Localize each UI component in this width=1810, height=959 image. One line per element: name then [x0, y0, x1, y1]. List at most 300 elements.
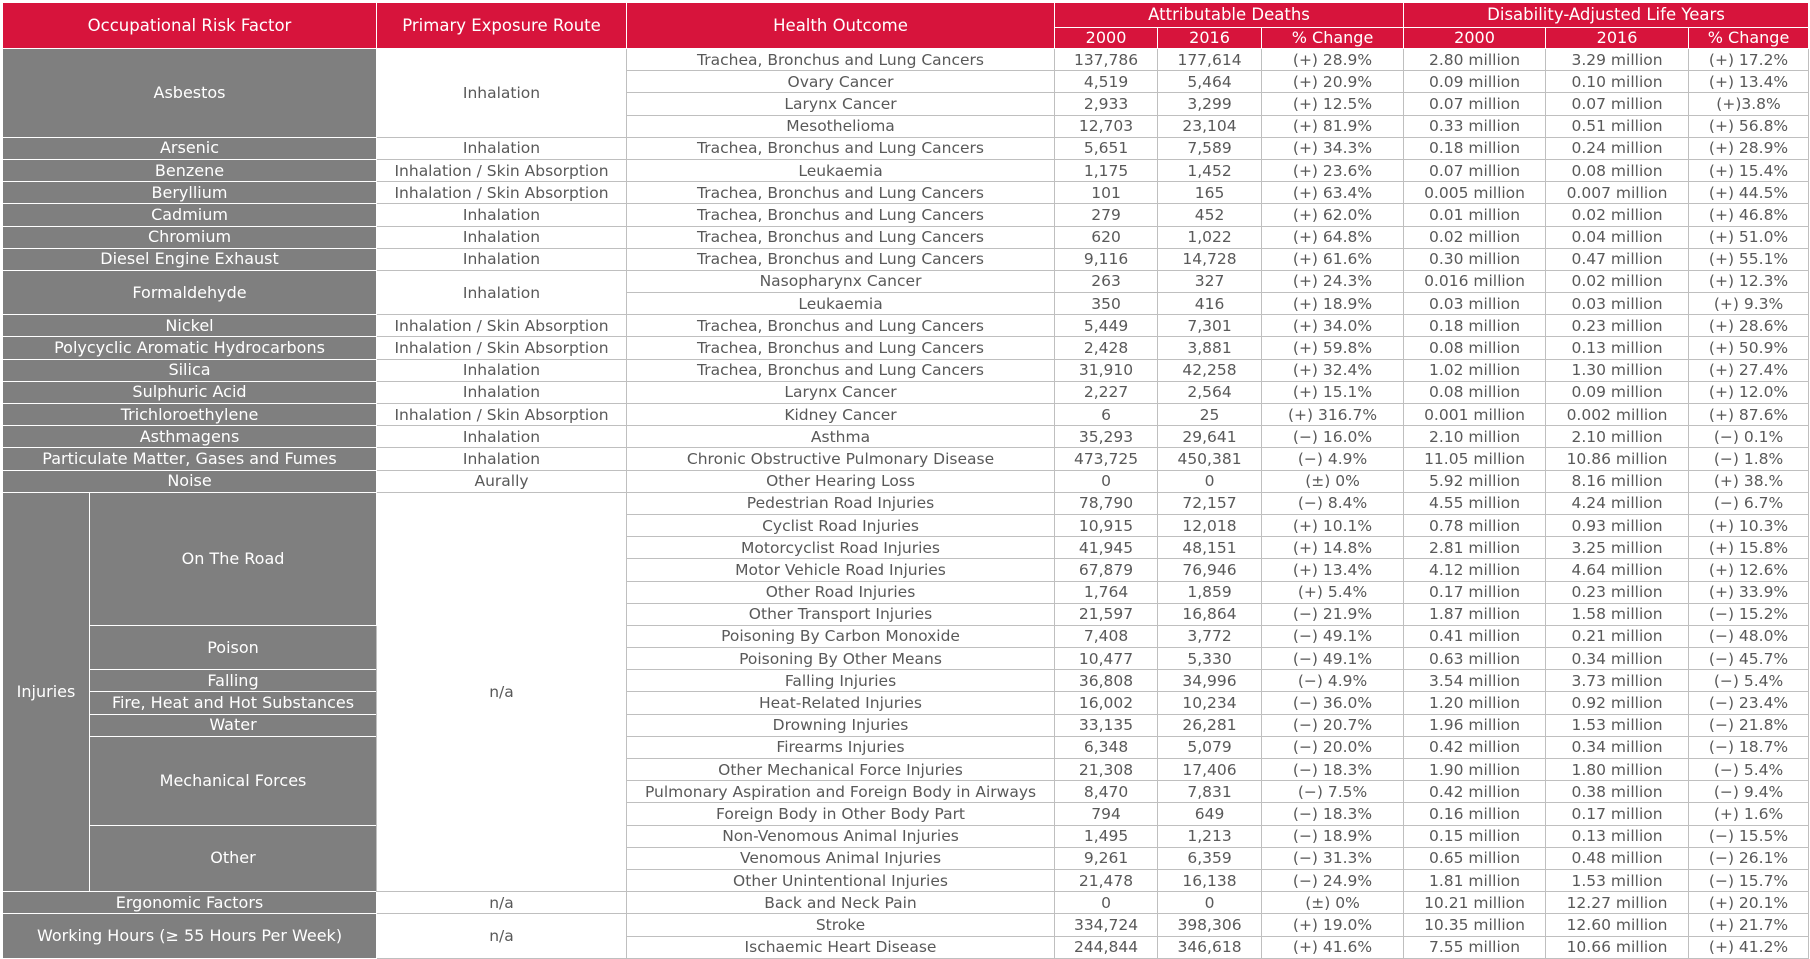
table-row — [3, 892, 1809, 914]
daly-2000-cell: 0.07 million — [1404, 159, 1546, 181]
daly-2016-cell: 0.002 million — [1546, 404, 1689, 426]
exposure-route-cell: Inhalation — [377, 49, 627, 138]
deaths-change-cell: (+) 32.4% — [1262, 359, 1404, 381]
daly-2016-cell: 3.73 million — [1546, 670, 1689, 692]
deaths-2000-cell: 1,495 — [1055, 825, 1158, 847]
daly-2000-cell: 2.80 million — [1404, 49, 1546, 71]
occupational-risk-table — [2, 2, 1809, 959]
table-row — [3, 670, 1809, 692]
deaths-change-cell: (+) 24.3% — [1262, 270, 1404, 292]
health-outcome-cell: Pedestrian Road Injuries — [627, 492, 1055, 514]
daly-2000-cell: 1.96 million — [1404, 714, 1546, 736]
daly-change-cell: (−) 26.1% — [1689, 847, 1809, 869]
health-outcome-cell: Other Mechanical Force Injuries — [627, 759, 1055, 781]
deaths-change-cell: (−) 18.3% — [1262, 759, 1404, 781]
health-outcome-cell: Leukaemia — [627, 159, 1055, 181]
daly-2000-cell: 0.17 million — [1404, 581, 1546, 603]
daly-2016-cell: 0.17 million — [1546, 803, 1689, 825]
table-row — [3, 426, 1809, 448]
daly-2000-cell: 1.81 million — [1404, 869, 1546, 891]
daly-change-cell: (+) 15.8% — [1689, 537, 1809, 559]
deaths-2000-cell: 4,519 — [1055, 71, 1158, 93]
daly-2016-cell: 8.16 million — [1546, 470, 1689, 492]
health-outcome-cell: Trachea, Bronchus and Lung Cancers — [627, 337, 1055, 359]
risk-table-container — [2, 2, 1808, 957]
deaths-2000-cell: 10,477 — [1055, 648, 1158, 670]
daly-change-cell: (+) 41.2% — [1689, 936, 1809, 958]
deaths-2000-cell: 21,308 — [1055, 759, 1158, 781]
deaths-2000-cell: 67,879 — [1055, 559, 1158, 581]
deaths-2000-cell: 279 — [1055, 204, 1158, 226]
deaths-2000-cell: 1,764 — [1055, 581, 1158, 603]
daly-change-cell: (+) 15.4% — [1689, 159, 1809, 181]
daly-change-cell: (−) 1.8% — [1689, 448, 1809, 470]
daly-2000-cell: 4.12 million — [1404, 559, 1546, 581]
daly-2016-cell: 0.08 million — [1546, 159, 1689, 181]
deaths-change-cell: (−) 24.9% — [1262, 869, 1404, 891]
table-row — [3, 159, 1809, 181]
table-row — [3, 825, 1809, 847]
exposure-route-cell: Inhalation — [377, 248, 627, 270]
risk-factor-cell: Cadmium — [3, 204, 377, 226]
risk-factor-cell: Chromium — [3, 226, 377, 248]
daly-change-cell: (−) 45.7% — [1689, 648, 1809, 670]
deaths-2016-cell: 3,772 — [1158, 625, 1262, 647]
daly-change-cell: (+) 50.9% — [1689, 337, 1809, 359]
deaths-2016-cell: 3,299 — [1158, 93, 1262, 115]
deaths-2000-cell: 41,945 — [1055, 537, 1158, 559]
daly-change-cell: (+) 13.4% — [1689, 71, 1809, 93]
daly-change-cell: (+) 12.0% — [1689, 381, 1809, 403]
daly-2016-cell: 0.02 million — [1546, 270, 1689, 292]
deaths-change-cell: (+) 20.9% — [1262, 71, 1404, 93]
daly-2016-cell: 1.53 million — [1546, 869, 1689, 891]
deaths-2016-cell: 2,564 — [1158, 381, 1262, 403]
deaths-2016-cell: 34,996 — [1158, 670, 1262, 692]
daly-change-cell: (+) 44.5% — [1689, 182, 1809, 204]
health-outcome-cell: Other Transport Injuries — [627, 603, 1055, 625]
daly-2000-cell: 0.18 million — [1404, 315, 1546, 337]
table-row — [3, 736, 1809, 758]
daly-2000-cell: 0.016 million — [1404, 270, 1546, 292]
daly-change-cell: (+) 28.9% — [1689, 137, 1809, 159]
daly-2016-cell: 0.24 million — [1546, 137, 1689, 159]
deaths-change-cell: (+) 14.8% — [1262, 537, 1404, 559]
daly-2016-cell: 0.13 million — [1546, 337, 1689, 359]
daly-2000-cell: 0.09 million — [1404, 71, 1546, 93]
health-outcome-cell: Trachea, Bronchus and Lung Cancers — [627, 248, 1055, 270]
risk-factor-cell: Noise — [3, 470, 377, 492]
daly-2000-cell: 2.81 million — [1404, 537, 1546, 559]
daly-2000-cell: 5.92 million — [1404, 470, 1546, 492]
exposure-route-cell: Inhalation / Skin Absorption — [377, 182, 627, 204]
daly-2000-cell: 0.65 million — [1404, 847, 1546, 869]
table-row — [3, 448, 1809, 470]
deaths-2016-cell: 25 — [1158, 404, 1262, 426]
daly-2016-cell: 0.48 million — [1546, 847, 1689, 869]
deaths-change-cell: (+) 34.3% — [1262, 137, 1404, 159]
daly-2016-cell: 0.92 million — [1546, 692, 1689, 714]
deaths-2016-cell: 0 — [1158, 470, 1262, 492]
daly-2000-cell: 0.07 million — [1404, 93, 1546, 115]
exposure-route-cell: Inhalation — [377, 359, 627, 381]
header-deaths-change: % Change — [1262, 28, 1404, 49]
table-row — [3, 137, 1809, 159]
daly-change-cell: (+) 9.3% — [1689, 293, 1809, 315]
health-outcome-cell: Trachea, Bronchus and Lung Cancers — [627, 137, 1055, 159]
daly-change-cell: (+) 51.0% — [1689, 226, 1809, 248]
daly-change-cell: (+)3.8% — [1689, 93, 1809, 115]
deaths-2000-cell: 33,135 — [1055, 714, 1158, 736]
deaths-2000-cell: 9,261 — [1055, 847, 1158, 869]
risk-factor-cell: Asthmagens — [3, 426, 377, 448]
health-outcome-cell: Other Hearing Loss — [627, 470, 1055, 492]
daly-2016-cell: 1.30 million — [1546, 359, 1689, 381]
daly-2016-cell: 3.29 million — [1546, 49, 1689, 71]
deaths-change-cell: (+) 12.5% — [1262, 93, 1404, 115]
injury-subcategory-cell: Mechanical Forces — [90, 736, 377, 825]
risk-factor-cell: Particulate Matter, Gases and Fumes — [3, 448, 377, 470]
risk-factor-cell: Working Hours (≥ 55 Hours Per Week) — [3, 914, 377, 958]
daly-2000-cell: 0.41 million — [1404, 625, 1546, 647]
daly-change-cell: (−) 0.1% — [1689, 426, 1809, 448]
daly-change-cell: (−) 15.5% — [1689, 825, 1809, 847]
deaths-2000-cell: 620 — [1055, 226, 1158, 248]
exposure-route-cell: n/a — [377, 892, 627, 914]
deaths-2016-cell: 5,464 — [1158, 71, 1262, 93]
deaths-2016-cell: 16,138 — [1158, 869, 1262, 891]
daly-2000-cell: 0.42 million — [1404, 736, 1546, 758]
risk-factor-cell: Sulphuric Acid — [3, 381, 377, 403]
health-outcome-cell: Trachea, Bronchus and Lung Cancers — [627, 49, 1055, 71]
deaths-change-cell: (+) 13.4% — [1262, 559, 1404, 581]
daly-2000-cell: 0.005 million — [1404, 182, 1546, 204]
deaths-change-cell: (−) 49.1% — [1262, 625, 1404, 647]
daly-change-cell: (+) 56.8% — [1689, 115, 1809, 137]
deaths-2016-cell: 26,281 — [1158, 714, 1262, 736]
deaths-2016-cell: 1,022 — [1158, 226, 1262, 248]
deaths-2016-cell: 416 — [1158, 293, 1262, 315]
daly-2016-cell: 0.47 million — [1546, 248, 1689, 270]
health-outcome-cell: Mesothelioma — [627, 115, 1055, 137]
risk-factor-cell: Nickel — [3, 315, 377, 337]
daly-2016-cell: 4.24 million — [1546, 492, 1689, 514]
deaths-2016-cell: 48,151 — [1158, 537, 1262, 559]
daly-2000-cell: 3.54 million — [1404, 670, 1546, 692]
deaths-change-cell: (+) 34.0% — [1262, 315, 1404, 337]
deaths-2016-cell: 10,234 — [1158, 692, 1262, 714]
deaths-change-cell: (−) 49.1% — [1262, 648, 1404, 670]
health-outcome-cell: Asthma — [627, 426, 1055, 448]
daly-2000-cell: 0.30 million — [1404, 248, 1546, 270]
deaths-2016-cell: 3,881 — [1158, 337, 1262, 359]
daly-2016-cell: 0.02 million — [1546, 204, 1689, 226]
deaths-2000-cell: 101 — [1055, 182, 1158, 204]
table-row — [3, 359, 1809, 381]
deaths-change-cell: (−) 4.9% — [1262, 448, 1404, 470]
deaths-change-cell: (−) 8.4% — [1262, 492, 1404, 514]
daly-2000-cell: 4.55 million — [1404, 492, 1546, 514]
exposure-route-cell: Inhalation / Skin Absorption — [377, 315, 627, 337]
deaths-2000-cell: 794 — [1055, 803, 1158, 825]
daly-change-cell: (−) 23.4% — [1689, 692, 1809, 714]
deaths-change-cell: (+) 41.6% — [1262, 936, 1404, 958]
daly-2016-cell: 0.10 million — [1546, 71, 1689, 93]
deaths-change-cell: (+) 5.4% — [1262, 581, 1404, 603]
health-outcome-cell: Motorcyclist Road Injuries — [627, 537, 1055, 559]
exposure-route-cell: Aurally — [377, 470, 627, 492]
deaths-2016-cell: 7,589 — [1158, 137, 1262, 159]
daly-2016-cell: 2.10 million — [1546, 426, 1689, 448]
daly-2016-cell: 10.86 million — [1546, 448, 1689, 470]
header-deaths: Attributable Deaths — [1055, 3, 1404, 28]
deaths-2000-cell: 36,808 — [1055, 670, 1158, 692]
table-body — [3, 49, 1809, 959]
table-row — [3, 182, 1809, 204]
daly-2016-cell: 0.09 million — [1546, 381, 1689, 403]
deaths-2016-cell: 6,359 — [1158, 847, 1262, 869]
table-row — [3, 315, 1809, 337]
exposure-route-cell: Inhalation — [377, 226, 627, 248]
deaths-2016-cell: 346,618 — [1158, 936, 1262, 958]
deaths-change-cell: (+) 59.8% — [1262, 337, 1404, 359]
deaths-change-cell: (+) 63.4% — [1262, 182, 1404, 204]
table-row — [3, 470, 1809, 492]
deaths-2000-cell: 0 — [1055, 892, 1158, 914]
daly-change-cell: (+) 1.6% — [1689, 803, 1809, 825]
daly-2016-cell: 0.34 million — [1546, 736, 1689, 758]
daly-2000-cell: 0.08 million — [1404, 381, 1546, 403]
daly-change-cell: (−) 15.2% — [1689, 603, 1809, 625]
daly-2000-cell: 0.63 million — [1404, 648, 1546, 670]
deaths-change-cell: (+) 10.1% — [1262, 514, 1404, 536]
deaths-2000-cell: 16,002 — [1055, 692, 1158, 714]
health-outcome-cell: Nasopharynx Cancer — [627, 270, 1055, 292]
deaths-2000-cell: 5,449 — [1055, 315, 1158, 337]
daly-change-cell: (+) 12.6% — [1689, 559, 1809, 581]
daly-change-cell: (−) 9.4% — [1689, 781, 1809, 803]
health-outcome-cell: Heat-Related Injuries — [627, 692, 1055, 714]
daly-2016-cell: 1.58 million — [1546, 603, 1689, 625]
exposure-route-cell: Inhalation / Skin Absorption — [377, 159, 627, 181]
deaths-2016-cell: 398,306 — [1158, 914, 1262, 936]
risk-factor-cell: Injuries — [3, 492, 90, 891]
injury-subcategory-cell: On The Road — [90, 492, 377, 625]
exposure-route-cell: Inhalation — [377, 381, 627, 403]
daly-2000-cell: 1.02 million — [1404, 359, 1546, 381]
deaths-2016-cell: 23,104 — [1158, 115, 1262, 137]
deaths-2000-cell: 350 — [1055, 293, 1158, 315]
deaths-2000-cell: 2,933 — [1055, 93, 1158, 115]
injury-subcategory-cell: Other — [90, 825, 377, 892]
health-outcome-cell: Trachea, Bronchus and Lung Cancers — [627, 182, 1055, 204]
deaths-2016-cell: 29,641 — [1158, 426, 1262, 448]
daly-change-cell: (+) 28.6% — [1689, 315, 1809, 337]
daly-2000-cell: 0.16 million — [1404, 803, 1546, 825]
table-row — [3, 914, 1809, 936]
deaths-change-cell: (+) 23.6% — [1262, 159, 1404, 181]
daly-2000-cell: 0.02 million — [1404, 226, 1546, 248]
table-row — [3, 492, 1809, 514]
daly-change-cell: (−) 18.7% — [1689, 736, 1809, 758]
health-outcome-cell: Other Road Injuries — [627, 581, 1055, 603]
daly-2016-cell: 0.93 million — [1546, 514, 1689, 536]
risk-factor-cell: Asbestos — [3, 49, 377, 138]
deaths-2000-cell: 78,790 — [1055, 492, 1158, 514]
daly-2016-cell: 1.80 million — [1546, 759, 1689, 781]
deaths-2016-cell: 5,330 — [1158, 648, 1262, 670]
deaths-change-cell: (−) 7.5% — [1262, 781, 1404, 803]
header-route: Primary Exposure Route — [377, 3, 627, 49]
deaths-change-cell: (−) 4.9% — [1262, 670, 1404, 692]
daly-2016-cell: 12.27 million — [1546, 892, 1689, 914]
deaths-2000-cell: 244,844 — [1055, 936, 1158, 958]
daly-change-cell: (+) 55.1% — [1689, 248, 1809, 270]
exposure-route-cell: Inhalation — [377, 204, 627, 226]
exposure-route-cell: n/a — [377, 914, 627, 958]
deaths-change-cell: (−) 18.9% — [1262, 825, 1404, 847]
deaths-2016-cell: 649 — [1158, 803, 1262, 825]
deaths-2016-cell: 327 — [1158, 270, 1262, 292]
deaths-2000-cell: 12,703 — [1055, 115, 1158, 137]
daly-2000-cell: 0.18 million — [1404, 137, 1546, 159]
injury-subcategory-cell: Poison — [90, 625, 377, 669]
deaths-change-cell: (−) 21.9% — [1262, 603, 1404, 625]
health-outcome-cell: Trachea, Bronchus and Lung Cancers — [627, 204, 1055, 226]
table-row — [3, 381, 1809, 403]
injury-subcategory-cell: Fire, Heat and Hot Substances — [90, 692, 377, 714]
daly-change-cell: (+) 87.6% — [1689, 404, 1809, 426]
health-outcome-cell: Larynx Cancer — [627, 381, 1055, 403]
daly-2016-cell: 1.53 million — [1546, 714, 1689, 736]
deaths-2016-cell: 0 — [1158, 892, 1262, 914]
deaths-change-cell: (±) 0% — [1262, 892, 1404, 914]
daly-change-cell: (+) 21.7% — [1689, 914, 1809, 936]
risk-factor-cell: Arsenic — [3, 137, 377, 159]
daly-2016-cell: 0.23 million — [1546, 315, 1689, 337]
daly-2000-cell: 0.33 million — [1404, 115, 1546, 137]
daly-change-cell: (−) 15.7% — [1689, 869, 1809, 891]
deaths-change-cell: (+) 18.9% — [1262, 293, 1404, 315]
health-outcome-cell: Poisoning By Carbon Monoxide — [627, 625, 1055, 647]
table-row — [3, 625, 1809, 647]
injury-subcategory-cell: Falling — [90, 670, 377, 692]
health-outcome-cell: Foreign Body in Other Body Part — [627, 803, 1055, 825]
daly-2000-cell: 0.42 million — [1404, 781, 1546, 803]
injury-subcategory-cell: Water — [90, 714, 377, 736]
deaths-change-cell: (+) 62.0% — [1262, 204, 1404, 226]
deaths-change-cell: (+) 15.1% — [1262, 381, 1404, 403]
deaths-2016-cell: 452 — [1158, 204, 1262, 226]
deaths-2016-cell: 1,213 — [1158, 825, 1262, 847]
daly-2016-cell: 0.51 million — [1546, 115, 1689, 137]
deaths-2000-cell: 2,428 — [1055, 337, 1158, 359]
deaths-2016-cell: 5,079 — [1158, 736, 1262, 758]
health-outcome-cell: Motor Vehicle Road Injuries — [627, 559, 1055, 581]
health-outcome-cell: Venomous Animal Injuries — [627, 847, 1055, 869]
deaths-2000-cell: 31,910 — [1055, 359, 1158, 381]
daly-2016-cell: 0.34 million — [1546, 648, 1689, 670]
health-outcome-cell: Drowning Injuries — [627, 714, 1055, 736]
deaths-change-cell: (±) 0% — [1262, 470, 1404, 492]
health-outcome-cell: Cyclist Road Injuries — [627, 514, 1055, 536]
daly-2016-cell: 0.23 million — [1546, 581, 1689, 603]
header-daly-2016: 2016 — [1546, 28, 1689, 49]
risk-factor-cell: Silica — [3, 359, 377, 381]
deaths-change-cell: (−) 36.0% — [1262, 692, 1404, 714]
daly-change-cell: (−) 5.4% — [1689, 759, 1809, 781]
health-outcome-cell: Stroke — [627, 914, 1055, 936]
table-row — [3, 49, 1809, 71]
deaths-change-cell: (+) 316.7% — [1262, 404, 1404, 426]
deaths-2016-cell: 450,381 — [1158, 448, 1262, 470]
health-outcome-cell: Trachea, Bronchus and Lung Cancers — [627, 315, 1055, 337]
exposure-route-cell: Inhalation — [377, 137, 627, 159]
deaths-change-cell: (+) 64.8% — [1262, 226, 1404, 248]
daly-2016-cell: 0.21 million — [1546, 625, 1689, 647]
daly-2016-cell: 0.007 million — [1546, 182, 1689, 204]
deaths-2016-cell: 7,301 — [1158, 315, 1262, 337]
exposure-route-cell: Inhalation / Skin Absorption — [377, 337, 627, 359]
deaths-2000-cell: 1,175 — [1055, 159, 1158, 181]
deaths-2000-cell: 0 — [1055, 470, 1158, 492]
header-outcome: Health Outcome — [627, 3, 1055, 49]
deaths-2016-cell: 1,452 — [1158, 159, 1262, 181]
daly-change-cell: (+) 38.% — [1689, 470, 1809, 492]
health-outcome-cell: Other Unintentional Injuries — [627, 869, 1055, 891]
deaths-2016-cell: 7,831 — [1158, 781, 1262, 803]
risk-factor-cell: Beryllium — [3, 182, 377, 204]
exposure-route-cell: Inhalation — [377, 270, 627, 314]
daly-2000-cell: 0.78 million — [1404, 514, 1546, 536]
exposure-route-cell: Inhalation — [377, 426, 627, 448]
exposure-route-cell: Inhalation — [377, 448, 627, 470]
health-outcome-cell: Chronic Obstructive Pulmonary Disease — [627, 448, 1055, 470]
deaths-change-cell: (−) 16.0% — [1262, 426, 1404, 448]
daly-2000-cell: 10.21 million — [1404, 892, 1546, 914]
deaths-2000-cell: 21,478 — [1055, 869, 1158, 891]
deaths-2000-cell: 7,408 — [1055, 625, 1158, 647]
deaths-2016-cell: 17,406 — [1158, 759, 1262, 781]
deaths-2016-cell: 14,728 — [1158, 248, 1262, 270]
deaths-2000-cell: 10,915 — [1055, 514, 1158, 536]
deaths-2016-cell: 72,157 — [1158, 492, 1262, 514]
deaths-change-cell: (+) 19.0% — [1262, 914, 1404, 936]
deaths-2000-cell: 137,786 — [1055, 49, 1158, 71]
daly-change-cell: (+) 10.3% — [1689, 514, 1809, 536]
deaths-2000-cell: 9,116 — [1055, 248, 1158, 270]
header-daly: Disability-Adjusted Life Years — [1404, 3, 1809, 28]
table-row — [3, 270, 1809, 292]
health-outcome-cell: Ovary Cancer — [627, 71, 1055, 93]
daly-2016-cell: 0.13 million — [1546, 825, 1689, 847]
exposure-route-cell: n/a — [377, 492, 627, 891]
risk-factor-cell: Ergonomic Factors — [3, 892, 377, 914]
risk-factor-cell: Trichloroethylene — [3, 404, 377, 426]
deaths-change-cell: (+) 28.9% — [1262, 49, 1404, 71]
daly-2016-cell: 0.03 million — [1546, 293, 1689, 315]
risk-factor-cell: Formaldehyde — [3, 270, 377, 314]
health-outcome-cell: Back and Neck Pain — [627, 892, 1055, 914]
deaths-2000-cell: 473,725 — [1055, 448, 1158, 470]
daly-2000-cell: 1.20 million — [1404, 692, 1546, 714]
daly-change-cell: (+) 27.4% — [1689, 359, 1809, 381]
health-outcome-cell: Falling Injuries — [627, 670, 1055, 692]
daly-2000-cell: 0.001 million — [1404, 404, 1546, 426]
deaths-change-cell: (+) 81.9% — [1262, 115, 1404, 137]
daly-2016-cell: 0.38 million — [1546, 781, 1689, 803]
deaths-2000-cell: 334,724 — [1055, 914, 1158, 936]
